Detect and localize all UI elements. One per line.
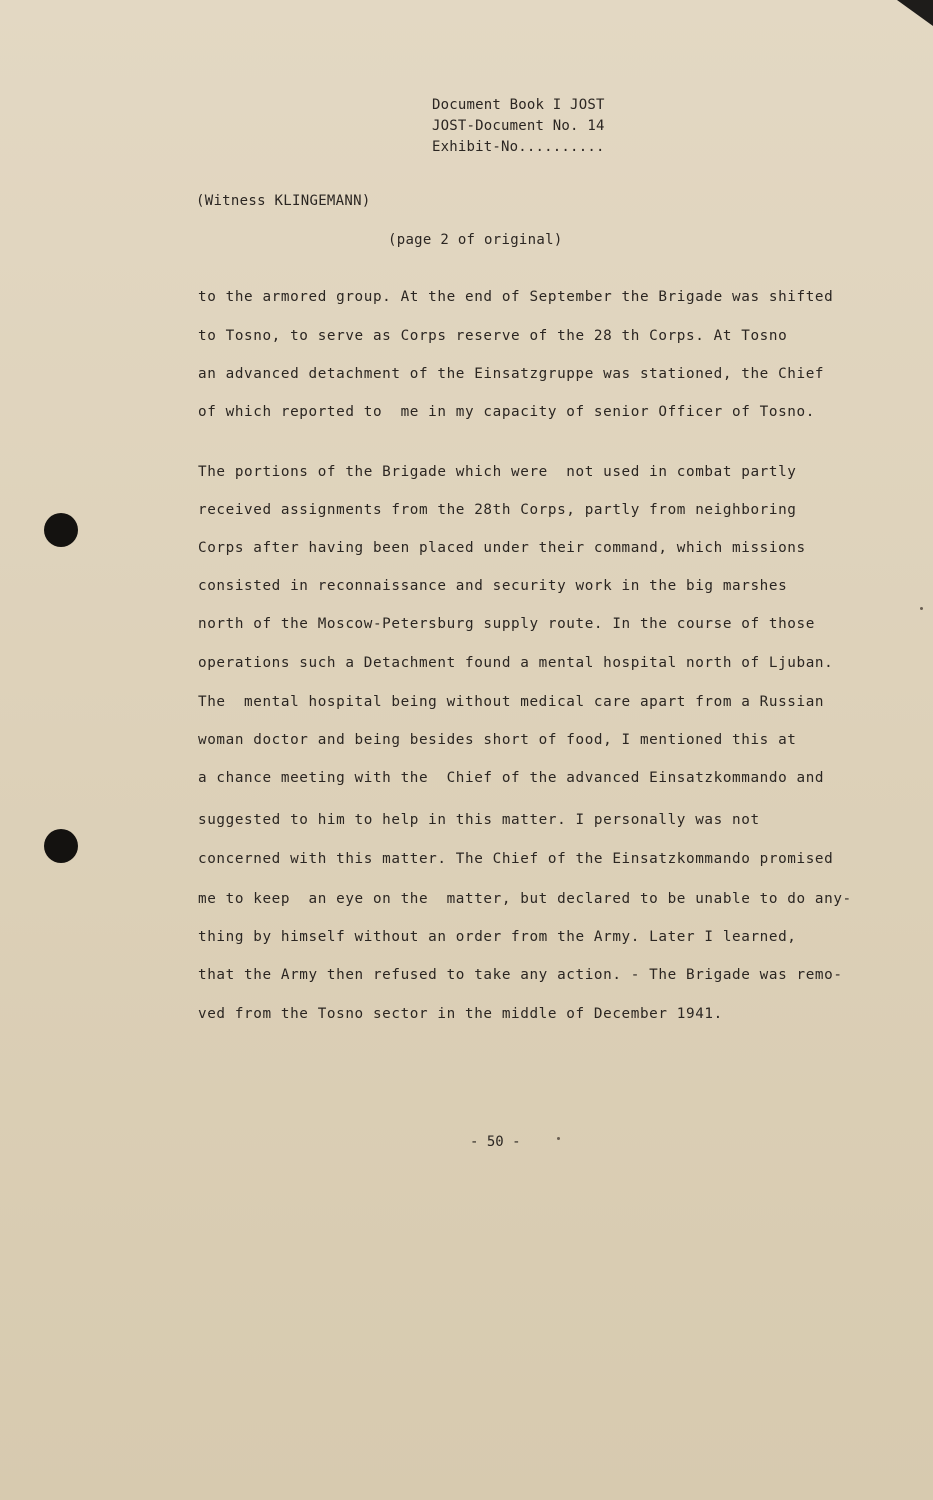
body-line: of which reported to me in my capacity of senior Officer of Tosno. xyxy=(198,404,815,420)
body-line: The portions of the Brigade which were not used in combat partly xyxy=(198,464,797,480)
header-line-1: Document Book I JOST xyxy=(432,97,605,113)
body-line: to the armored group. At the end of September the Brigade was shifted xyxy=(198,289,834,305)
body-line: suggested to him to help in this matter. I personally was not xyxy=(198,812,760,828)
witness-label: (Witness KLINGEMANN) xyxy=(196,193,371,209)
body-line: north of the Moscow-Petersburg supply route. In the course of those xyxy=(198,616,815,632)
punch-hole-bottom xyxy=(44,829,78,863)
page-corner-shadow xyxy=(897,0,933,26)
body-line: an advanced detachment of the Einsatzgruppe was stationed, the Chief xyxy=(198,366,825,382)
page-reference: (page 2 of original) xyxy=(388,232,563,248)
body-line: to Tosno, to serve as Corps reserve of the 28 th Corps. At Tosno xyxy=(198,328,788,344)
body-line: a chance meeting with the Chief of the advanced Einsatzkommando and xyxy=(198,770,825,786)
page-number: - 50 - xyxy=(470,1134,521,1150)
body-line: woman doctor and being besides short of food, I mentioned this at xyxy=(198,732,797,748)
document-header xyxy=(432,95,605,158)
punch-hole-top xyxy=(44,513,78,547)
body-line: ved from the Tosno sector in the middle of December 1941. xyxy=(198,1006,723,1022)
paper-speck xyxy=(920,607,923,610)
body-line: received assignments from the 28th Corps, partly from neighboring xyxy=(198,502,797,518)
body-line: thing by himself without an order from the Army. Later I learned, xyxy=(198,929,797,945)
header-line-2: JOST-Document No. 14 xyxy=(432,118,605,134)
body-line: The mental hospital being without medical care apart from a Russian xyxy=(198,694,825,710)
body-line: Corps after having been placed under their command, which missions xyxy=(198,540,806,556)
body-line: me to keep an eye on the matter, but declared to be unable to do any- xyxy=(198,891,852,907)
paper-speck xyxy=(557,1137,560,1140)
body-line: operations such a Detachment found a mental hospital north of Ljuban. xyxy=(198,655,834,671)
header-line-3: Exhibit-No.......... xyxy=(432,139,605,155)
body-line: concerned with this matter. The Chief of the Einsatzkommando promised xyxy=(198,851,834,867)
body-line: consisted in reconnaissance and security work in the big marshes xyxy=(198,578,788,594)
body-line: that the Army then refused to take any action. - The Brigade was remo- xyxy=(198,967,843,983)
